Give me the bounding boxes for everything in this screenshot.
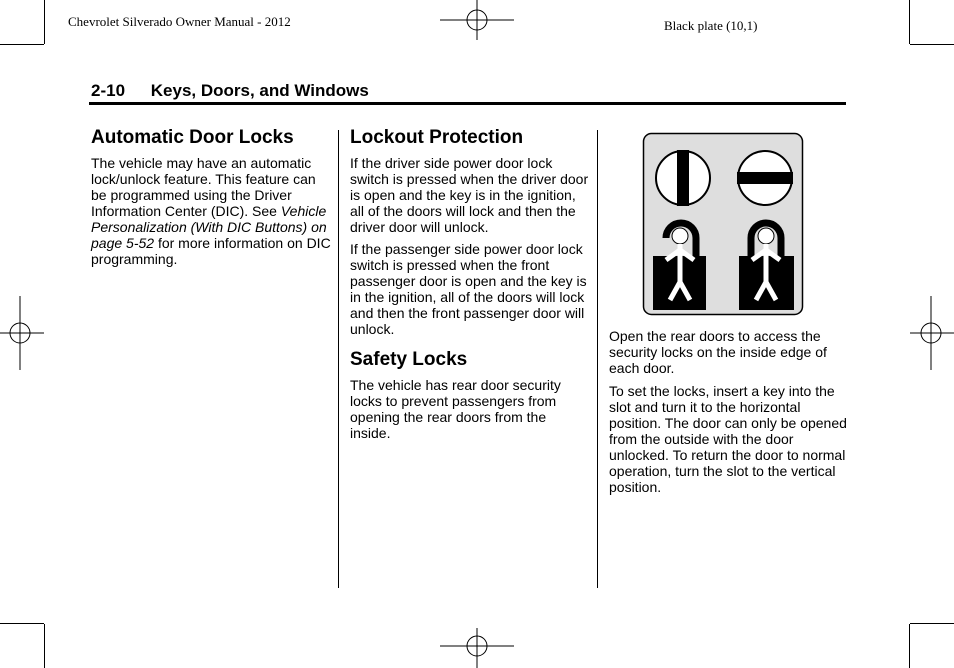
paragraph [91,155,331,267]
cross-reference-link[interactable]: Vehicle Personalization (With DIC Buttons) on page 5-52 [91,203,327,251]
paragraph: To set the locks, insert a key into the slot and turn it to the horizontal position. The door can only be opened from the outside with the door unlocked. To return the door to normal operation, turn the slot to the vertical position. [609,383,847,495]
crop-mark [44,0,45,44]
registration-target-icon [0,296,44,370]
registration-target-icon [910,296,954,370]
crop-mark [909,624,910,668]
paragraph: If the driver side power door lock switch is pressed when the driver door is open and the key is in the ignition, all of the doors will lock and then the driver door will unlock. [350,155,589,235]
running-head [91,81,369,101]
paragraph: If the passenger side power door lock switch is pressed when the front passenger door is open and the key is in the ignition, all of the doors will lock and then the front passenger door will unlock. [350,241,587,337]
manual-title: Chevrolet Silverado Owner Manual - 2012 [68,14,291,29]
section-title-lockout-protection: Lockout Protection [350,127,524,148]
column-2 [350,127,590,441]
column-1 [91,127,331,267]
crop-mark [910,623,954,624]
paragraph-text: The vehicle may have an automatic lock/unlock feature. This feature can be programmed using the Driver Information Center (DIC). See [91,155,316,219]
crop-mark [0,44,44,45]
registration-target-icon [440,626,514,668]
column-3 [609,132,849,495]
safety-lock-illustration-icon [642,132,804,316]
paragraph: The vehicle has rear door security locks to prevent passengers from opening the rear doors from the inside. [350,377,561,441]
running-head-rule [89,102,846,105]
paragraph-text: for more information on DIC programming. [91,235,331,267]
column-rule [597,130,598,588]
crop-mark [44,624,45,668]
crop-mark [909,0,910,44]
section-title-safety-locks: Safety Locks [350,349,468,370]
paragraph: Open the rear doors to access the security locks on the inside edge of each door. [609,328,827,376]
page-number: 2-10 [91,81,126,100]
crop-mark [0,623,44,624]
plate-label: Black plate (10,1) [664,18,758,33]
crop-mark [910,44,954,45]
registration-target-icon [440,0,514,44]
column-rule [338,130,339,588]
chapter-title: Keys, Doors, and Windows [150,81,369,100]
section-title-automatic-door-locks: Automatic Door Locks [91,127,294,148]
